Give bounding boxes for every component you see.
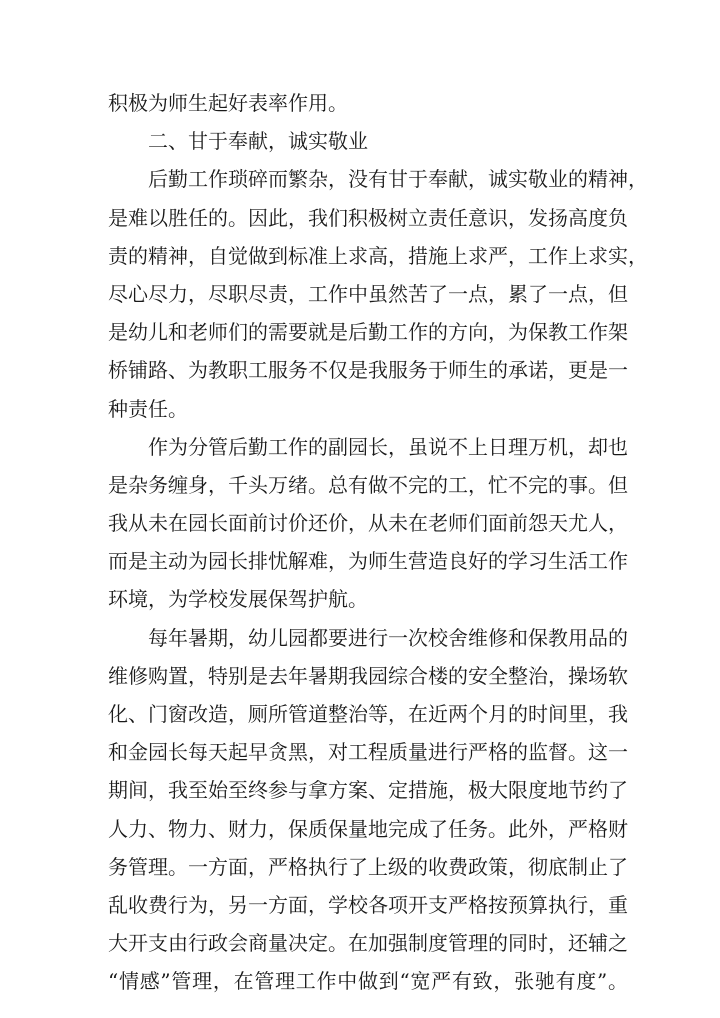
section-heading: 二、甘于奉献，诚实敬业 xyxy=(148,129,368,154)
text-line: 大开支由行政会商量决定。在加强制度管理的同时，还辅之 xyxy=(108,931,628,956)
text-line: “情感”管理，在管理工作中做到“宽严有致，张驰有度”。 xyxy=(108,969,628,994)
text-line: 责的精神，自觉做到标准上求高，措施上求严，工作上求实， xyxy=(108,243,648,268)
text-line: 和金园长每天起早贪黑，对工程质量进行严格的监督。这一 xyxy=(108,740,628,765)
text-line: 化、门窗改造，厕所管道整治等，在近两个月的时间里，我 xyxy=(108,702,628,726)
text-line: 后勤工作琐碎而繁杂，没有甘于奉献，诚实敬业的精神， xyxy=(148,167,648,192)
text-line: 是杂务缠身，千头万绪。总有做不完的工，忙不完的事。但 xyxy=(108,472,628,497)
text-line: 种责任。 xyxy=(108,396,188,421)
text-line: 环境，为学校发展保驾护航。 xyxy=(108,587,368,612)
text-line: 尽心尽力，尽职尽责，工作中虽然苦了一点，累了一点，但 xyxy=(108,281,628,306)
text-line: 维修购置，特别是去年暑期我园综合楼的安全整治，操场软 xyxy=(108,663,628,688)
text-line: 我从未在园长面前讨价还价，从未在老师们面前怨天尤人， xyxy=(108,511,628,536)
text-line: 桥铺路、为教职工服务不仅是我服务于师生的承诺，更是一 xyxy=(108,358,628,383)
text-line: 期间，我至始至终参与拿方案、定措施，极大限度地节约了 xyxy=(108,778,628,803)
text-line: 每年暑期，幼儿园都要进行一次校舍维修和保教用品的 xyxy=(148,625,628,650)
text-line: 作为分管后勤工作的副园长，虽说不上日理万机，却也 xyxy=(148,434,628,459)
text-line: 是幼儿和老师们的需要就是后勤工作的方向，为保教工作架 xyxy=(108,320,628,345)
text-line: 务管理。一方面，严格执行了上级的收费政策，彻底制止了 xyxy=(108,854,628,879)
text-line: 是难以胜任的。因此，我们积极树立责任意识，发扬高度负 xyxy=(108,205,628,230)
document-body xyxy=(108,84,648,1001)
text-line: 积极为师生起好表率作用。 xyxy=(108,91,348,115)
text-line: 乱收费行为，另一方面，学校各项开支严格按预算执行，重 xyxy=(108,892,628,917)
text-line: 人力、物力、财力，保质保量地完成了任务。此外，严格财 xyxy=(108,816,628,841)
text-line: 而是主动为园长排忧解难，为师生营造良好的学习生活工作 xyxy=(108,549,628,574)
